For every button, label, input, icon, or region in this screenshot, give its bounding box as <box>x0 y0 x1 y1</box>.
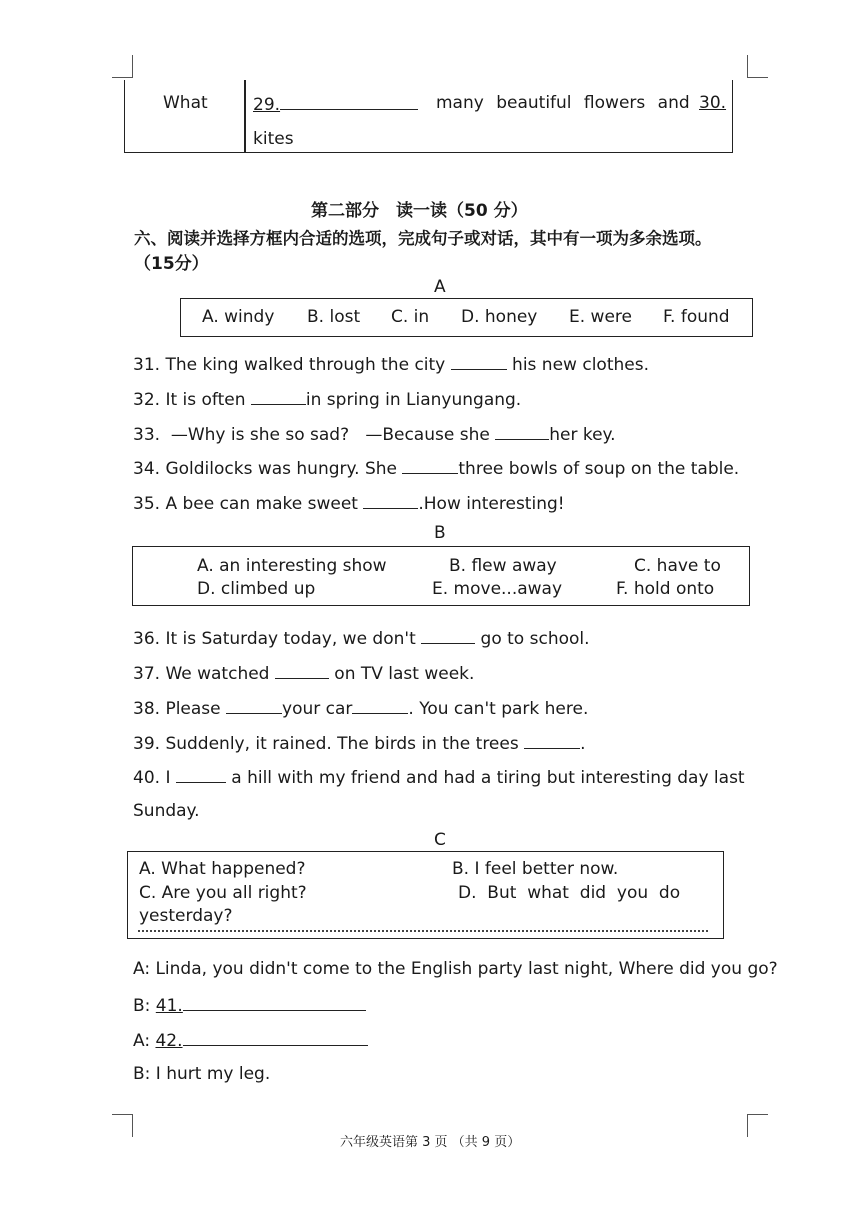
dialogue-a1: A: Linda, you didn't come to the English party last night, Where did you go? <box>133 959 778 979</box>
group-c-option-a: A. What happened? <box>139 859 306 879</box>
group-b-option-a: A. an interesting show <box>197 556 387 576</box>
question-39 <box>133 732 586 754</box>
table-divider <box>244 80 246 153</box>
section-heading: 六、阅读并选择方框内合适的选项，完成句子或对话，其中有一项为多余选项。 <box>134 229 712 248</box>
dialogue-b1-speaker: B: <box>133 996 156 1016</box>
group-b-label: B <box>434 523 446 543</box>
group-b-option-e: E. move...away <box>432 579 563 599</box>
question-41-blank[interactable] <box>183 994 366 1011</box>
question-37-text: 37. We watched <box>133 664 275 684</box>
dialogue-b2: B: I hurt my leg. <box>133 1064 271 1084</box>
question-31-text: 31. The king walked through the city <box>133 355 451 375</box>
crop-mark-top-right <box>747 55 768 78</box>
table-middle-text: many beautiful flowers and <box>436 93 690 113</box>
group-c-cutoff-row <box>138 930 708 938</box>
question-40 <box>133 766 745 788</box>
question-34-rest: three bowls of soup on the table. <box>458 459 740 479</box>
group-c-option-b: B. I feel better now. <box>452 859 619 879</box>
question-36-blank[interactable] <box>421 627 475 644</box>
group-a-option-e: E. were <box>569 307 632 327</box>
question-31-blank[interactable] <box>451 353 507 370</box>
question-32 <box>133 388 521 410</box>
question-34-blank[interactable] <box>402 457 458 474</box>
question-37-blank[interactable] <box>275 662 329 679</box>
question-42-number: 42. <box>155 1031 183 1051</box>
question-36 <box>133 627 590 649</box>
group-a-option-b: B. lost <box>307 307 361 327</box>
group-a-option-d: D. honey <box>461 307 538 327</box>
dialogue-a2 <box>133 1029 368 1051</box>
group-a-option-c: C. in <box>391 307 430 327</box>
crop-mark-top-left <box>112 55 133 78</box>
group-b-option-c: C. have to <box>634 556 721 576</box>
question-33-text: 33. —Why is she so sad? —Because she <box>133 425 496 445</box>
question-33 <box>133 423 616 445</box>
question-38 <box>133 697 588 719</box>
question-32-blank[interactable] <box>251 388 306 405</box>
question-35-rest: .How interesting! <box>418 494 565 514</box>
crop-mark-bottom-left <box>112 1114 133 1137</box>
group-a-option-a: A. windy <box>202 307 275 327</box>
group-b-option-b: B. flew away <box>449 556 557 576</box>
group-c-label: C <box>434 830 446 850</box>
question-32-rest: in spring in Lianyungang. <box>305 390 522 410</box>
q29-blank[interactable] <box>280 93 418 110</box>
group-a-option-f: F. found <box>663 307 730 327</box>
table-cell-label: What <box>163 93 208 113</box>
question-39-blank[interactable] <box>524 732 580 749</box>
writing-table <box>124 80 733 153</box>
question-38-blank-1[interactable] <box>226 697 282 714</box>
question-40-continued: Sunday. <box>133 801 200 821</box>
part-title: 第二部分 读一读（50 分） <box>311 201 528 221</box>
question-38-blank-2[interactable] <box>352 697 408 714</box>
question-42-blank[interactable] <box>183 1029 368 1046</box>
question-35 <box>133 492 565 514</box>
group-b-option-f: F. hold onto <box>616 579 715 599</box>
question-32-text: 32. It is often <box>133 390 251 410</box>
q29-line <box>253 93 418 115</box>
page-footer: 六年级英语第 3 页 （共 9 页） <box>340 1135 521 1150</box>
question-40-text: 40. I <box>133 768 176 788</box>
question-34 <box>133 457 739 479</box>
question-33-rest: her key. <box>549 425 616 445</box>
dialogue-a2-speaker: A: <box>133 1031 156 1051</box>
table-continuation: kites <box>253 129 294 149</box>
question-31 <box>133 353 649 375</box>
question-37-rest: on TV last week. <box>328 664 475 684</box>
question-38-mid: your car <box>282 699 353 719</box>
question-41-number: 41. <box>155 996 183 1016</box>
question-38-rest: . You can't park here. <box>408 699 589 719</box>
question-39-rest: . <box>580 734 586 754</box>
question-33-blank[interactable] <box>495 423 549 440</box>
section-points: （15分） <box>134 254 209 274</box>
group-b-option-d: D. climbed up <box>197 579 316 599</box>
question-38-text: 38. Please <box>133 699 227 719</box>
q29-number: 29. <box>253 95 281 115</box>
question-40-blank[interactable] <box>176 766 226 783</box>
question-40-rest: a hill with my friend and had a tiring but interesting day last <box>225 768 745 788</box>
group-c-option-d: D. But what did you do <box>458 883 681 903</box>
question-31-rest: his new clothes. <box>506 355 649 375</box>
crop-mark-bottom-right <box>747 1114 768 1137</box>
question-39-text: 39. Suddenly, it rained. The birds in the trees <box>133 734 525 754</box>
group-c-option-c: C. Are you all right? <box>139 883 307 903</box>
dialogue-b1 <box>133 994 366 1016</box>
group-c-option-d-continued: yesterday? <box>139 906 233 926</box>
question-34-text: 34. Goldilocks was hungry. She <box>133 459 403 479</box>
question-36-text: 36. It is Saturday today, we don't <box>133 629 422 649</box>
question-35-blank[interactable] <box>363 492 418 509</box>
question-35-text: 35. A bee can make sweet <box>133 494 364 514</box>
question-37 <box>133 662 474 684</box>
question-36-rest: go to school. <box>475 629 590 649</box>
q30-number[interactable]: 30. <box>699 93 727 113</box>
group-a-label: A <box>434 277 446 297</box>
